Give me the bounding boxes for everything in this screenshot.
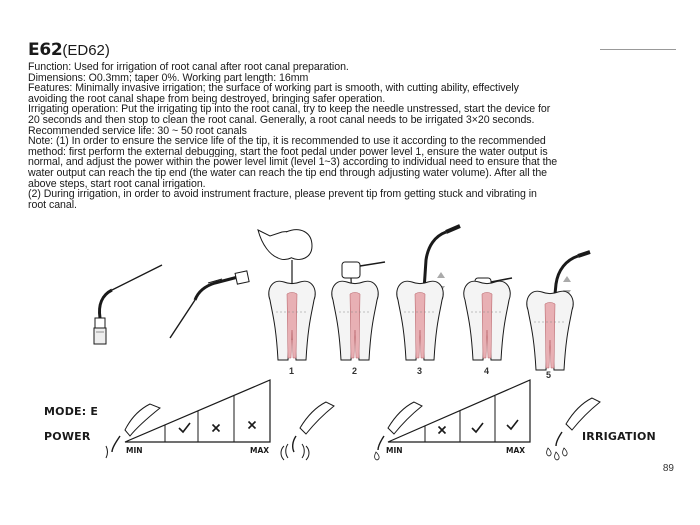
text-line: method: first perform the external debugging, start the foot pedal under power level 1, ensure the water output is (28, 146, 548, 158)
irrigation-tip-side-illustration (170, 271, 249, 338)
text-line: avoiding the root canal shape from being destroyed, bringing safer operation. (28, 93, 386, 105)
product-alt-code: (ED62) (62, 42, 110, 59)
power-min-label: MIN (126, 446, 143, 455)
text-line: root canal. (28, 199, 77, 211)
handpiece-droplet-high-illustration (547, 398, 600, 460)
irrigation-min-label: MIN (386, 446, 403, 455)
text-line: normal, and adjust the power within the power level limit (level 1~3) according to individual need to ensure that the (28, 157, 558, 168)
step-number-2: 2 (352, 366, 358, 376)
step-number-3: 3 (417, 366, 423, 376)
step-2-illustration (332, 262, 385, 360)
irrigation-label: IRRIGATION (582, 430, 656, 443)
text-line: Irrigating operation: Put the irrigating tip into the root canal, try to keep the needle unstressed, start the device for (28, 104, 551, 115)
step-1-illustration (258, 230, 315, 360)
text-line: Recommended service life: 30 ~ 50 root canals (28, 125, 247, 137)
mode-label: MODE: E (44, 405, 99, 418)
step-number-1: 1 (289, 366, 295, 376)
irrigation-tip-illustration (94, 265, 162, 344)
text-line: Note: (1) In order to ensure the service life of the tip, it is recommended to use it according to the recommended (28, 136, 546, 147)
text-line: Function: Used for irrigation of root canal after root canal preparation. (28, 62, 349, 73)
step-number-5: 5 (546, 370, 552, 380)
text-line: water output can reach the tip end (the water can reach the tip end through adjusting water volume). After all the (28, 167, 548, 179)
irrigation-max-label: MAX (506, 446, 526, 455)
step-3-illustration (397, 226, 460, 360)
text-line: Dimensions: Ô0.3mm; taper 0%. Working part length: 16mm (28, 72, 309, 84)
product-code: E62 (28, 40, 63, 60)
text-line: Features: Minimally invasive irrigation; the surface of working part is smooth, with cutting ability, effectively (28, 83, 519, 94)
step-4-illustration (464, 278, 512, 360)
power-max-label: MAX (250, 446, 270, 455)
step-5-illustration (527, 252, 590, 370)
page-number: 89 (662, 463, 674, 474)
power-label: POWER (44, 430, 91, 443)
text-line: above steps, start root canal irrigation. (28, 178, 206, 190)
step-number-4: 4 (484, 366, 490, 376)
handpiece-high-illustration (281, 402, 334, 460)
text-line: 20 seconds and then stop to clean the root canal. Generally, a root canal needs to be irrigated 3×20 seconds. (28, 114, 535, 126)
text-line: (2) During irrigation, in order to avoid instrument fracture, please prevent tip from getting stuck and vibrating in (28, 189, 537, 200)
